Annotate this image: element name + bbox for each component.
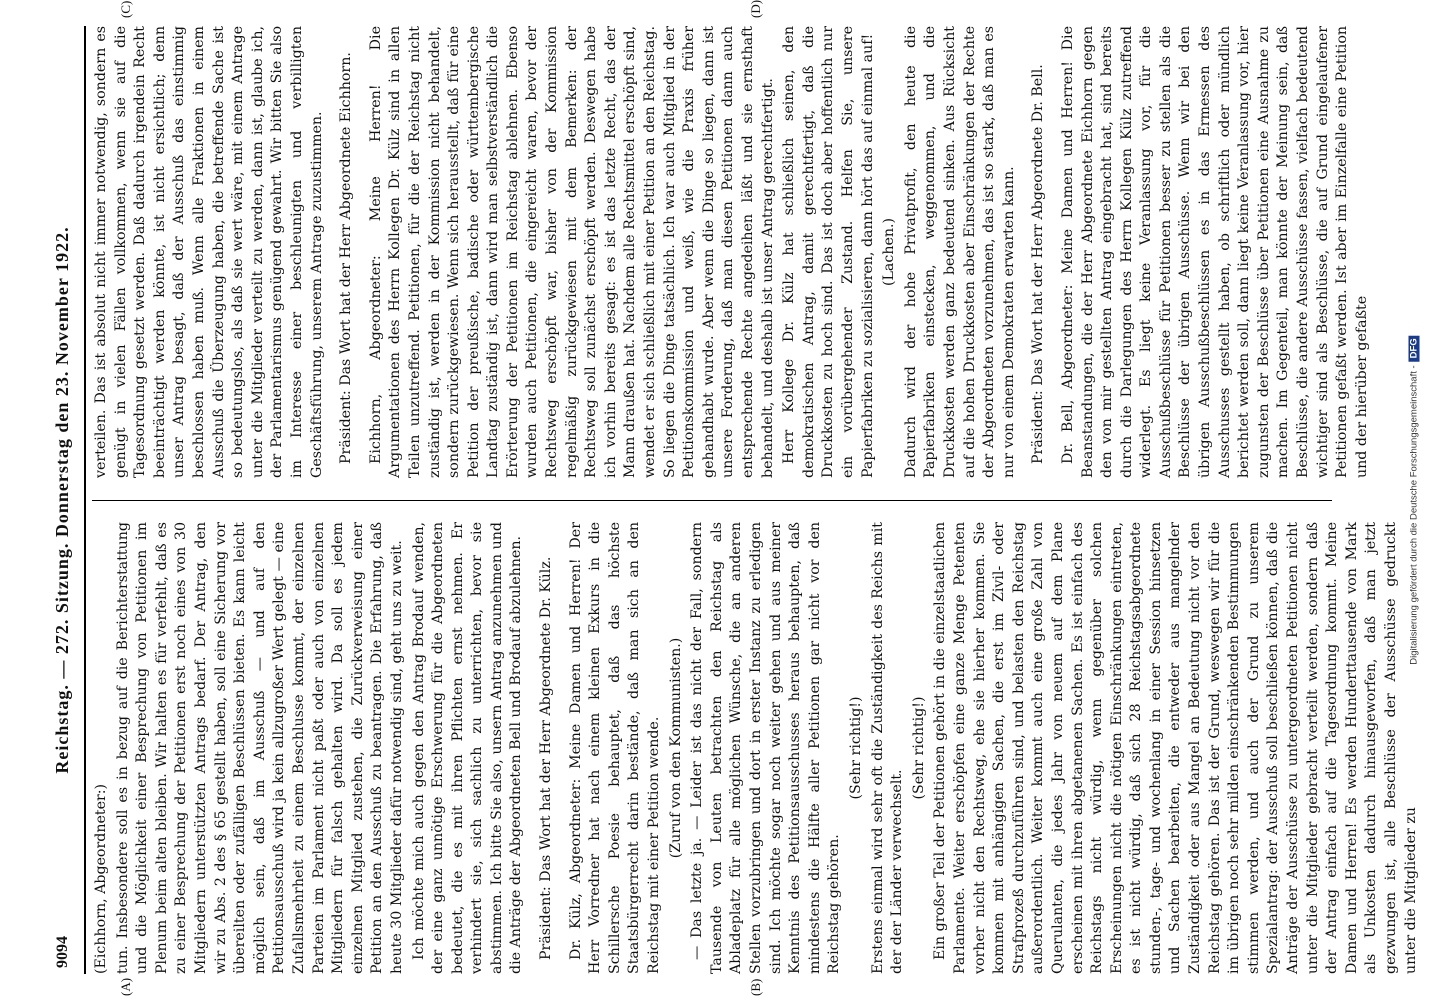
paragraph: Herr Kollege Dr. Külz hat schließlich seinen, den demokratischen Antrag, damit gerechtfertigt, daß die Druckkosten zu hoch sind. Das ist doch aber hoffentlich nur ein vorübergehender Zustand. Helfen Sie, unsere Papierfabriken zu sozialisieren, dann hört das auf einmal auf! <box>781 26 876 478</box>
page-title: Reichstag. — 272. Sitzung. Donnerstag den 23. November 1922. <box>52 226 72 774</box>
president-remark: Präsident: Das Wort hat der Herr Abgeordnete Dr. Külz. <box>538 556 555 960</box>
dfg-logo: DFG <box>1409 335 1420 361</box>
interjection: (Lachen.) <box>881 217 898 287</box>
president-remark: Präsident: Das Wort hat der Herr Abgeordnete Dr. Bell. <box>1030 64 1047 464</box>
header-rule <box>84 26 86 974</box>
paragraph: Dadurch wird der hohe Privatprofit, den heute die Papierfabriken einstecken, weggenommen, und die Druckkosten werden ganz bedeutend sinken. Aus Rücksicht auf die hohen Druckkosten aber Einschränkungen der Rechte der Abgeordneten vorzunehmen, das ist so stark, daß man es nur von einem Demokraten erwarten kann. <box>902 26 1017 478</box>
digitization-credit <box>1409 335 1420 664</box>
speaker-continuation: (Eichhorn, Abgeordneter:) <box>93 783 109 974</box>
paragraph: Dr. Külz, Abgeordneter: Meine Damen und Herren! Der Herr Vorredner hat nach einem kleinen Exkurs in die Schillersche Poesie behauptet, daß das höchste Staatsbürgerrecht darin bestände, daß man sich an den Reichstag mit einer Petition wende. <box>567 522 663 974</box>
paragraph: Dr. Bell, Abgeordneter: Meine Damen und Herren! Die Beanstandungen, die der Herr Abgeordnete Eichhorn gegen den von mir gestellten Antrag eingebracht hat, sind bereits durch die Darlegungen des Herrn Kollegen Külz zutreffend widerlegt. Es liegt keine Veranlassung vor, für die Ausschußbeschlüsse für Petitionen besser zu stellen als die Beschlüsse der übrigen Ausschüsse. Wenn wir bei den übrigen Ausschußbeschlüssen es in das Ermessen des Ausschusses gestellt haben, ob schriftlich oder mündlich berichtet werden soll, dann liegt keine Veranlassung vor, hier zugunsten der Beschlüsse über Petitionen eine Ausnahme zu machen. Im Gegenteil, man könnte der Meinung sein, daß Beschlüsse, die andere Ausschüsse fassen, vielfach bedeutend wichtiger sind als Beschlüsse, die auf Grund eingelaufener Petitionen gefaßt werden. Ist aber im Einzelfalle eine Petition und der hierüber gefaßte <box>1059 26 1370 478</box>
page-header <box>48 26 80 974</box>
column-divider <box>92 500 1332 501</box>
right-column <box>92 26 1370 478</box>
paragraph: Ich möchte mich auch gegen den Antrag Brodauf wenden, der eine ganz unnötige Erschwerung für die Abgeordneten bedeutet, die es mit ihren Pflichten ernst nehmen. Er verhindert sie, sich sachlich zu unterrichten, bevor sie abstimmen. Ich bitte Sie also, unsern Antrag anzunehmen und die Anträge der Abgeordneten Bell und Brodauf abzulehnen. <box>410 522 525 974</box>
paragraph: verteilen. Das ist absolut nicht immer notwendig, sondern es genügt in vielen Fällen vollkommen, wenn sie auf die Tagesordnung gesetzt werden. Daß dadurch irgendein Recht beeinträchtigt werden könnte, ist nicht ersichtlich; denn unser Antrag besagt, daß der Ausschuß das einstimmig beschlossen haben muß. Wenn alle Fraktionen in einem Ausschuß die Überzeugung haben, die betreffende Sache ist so bedeutungslos, als daß sie wert wäre, mit einem Antrage unter die Mitglieder verteilt zu werden, dann ist, glaube ich, der Parlamentarismus genügend gewahrt. Wir bitten Sie also im Interesse einer beschleunigten und verbilligten Geschäftsführung, unserem Antrage zuzustimmen. <box>93 26 325 478</box>
interjection: (Zuruf von den Kommunisten.) <box>667 637 684 859</box>
left-column <box>92 522 1419 974</box>
paragraph: Eichhorn, Abgeordneter: Meine Herren! Die Argumentationen des Herrn Kollegen Dr. Külz sind in allen Teilen unzutreffend. Petitionen, für die der Reichstag nicht zuständig ist, werden in der Kommission nicht behandelt, sondern zurückgewiesen. Wenn sich herausstellt, daß für eine Petition der preußische, badische oder württembergische Landtag zuständig ist, dann wird man selbstverständlich die Erörterung der Petitionen im Reichstag ablehnen. Ebenso wurden auch Petitionen, die eingereicht waren, bevor der Rechtsweg erschöpft war, bisher von der Kommission regelmäßig zurückgewiesen mit dem Bemerken: der Rechtsweg soll zunächst erschöpft werden. Deswegen habe ich vorhin bereits gesagt: es ist das letzte Recht, das der Mann draußen hat. Nachdem alle Rechtsmittel erschöpft sind, wendet er sich schließlich mit einer Petition an den Reichstag. So liegen die Dinge tatsächlich. Ich war auch Mitglied in der Petitionskommission und weiß, wie die Praxis früher gehandhabt wurde. Aber wenn die Dinge so liegen, dann ist unsere Forderung, daß man diesen Petitionen dann auch entsprechende Rechte angedeihen läßt und sie ernsthaft behandelt, und deshalb ist unser Antrag gerechtfertigt. <box>367 26 776 478</box>
credit-text: Digitalisierung gefördert durch die Deutsche Forschungsgemeinschaft - <box>1408 365 1420 665</box>
interjection: (Sehr richtig!) <box>910 696 927 800</box>
page-number: 9094 <box>54 936 71 968</box>
interjection: (Sehr richtig!) <box>847 696 864 800</box>
paragraph: Ein großer Teil der Petitionen gehört in die einzelstaatlichen Parlamente. Weiter erschöpfen eine ganze Menge Petenten vorher nicht den Rechtsweg, ehe sie hierher kommen. Sie kommen mit anhängigen Sachen, die erst im Zivil- oder Strafprozeß durchzuführen sind, und belasten den Reichstag außerordentlich. Weiter kommt auch eine große Zahl von Querulanten, die jedes Jahr von neuem auf dem Plane erscheinen mit ihren abgetanenen Sachen. Es ist einfach des Reichstags nicht würdig, wenn gegenüber solchen Erscheinungen nicht die nötigen Einschränkungen eintreten, es ist nicht würdig, daß sich 28 Reichstagsabgeordnete stunden-, tage- und wochenlang in einer Session hinsetzen und Sachen bearbeiten, die entweder aus mangelnder Zuständigkeit oder aus Mangel an Bedeutung nicht vor den Reichstag gehören. Das ist der Grund, weswegen wir für die im übrigen noch sehr milden einschränkenden Bestimmungen stimmen werden, und auch der Grund zu unserem Spezialantrag: der Ausschuß soll beschließen können, daß die Anträge der Ausschüsse zu untergeordneten Petitionen nicht unter die Mitglieder gebracht verteilt werden, sondern daß der Antrag einfach auf die Tagesordnung kommt. Meine Damen und Herren! Es werden Hunderttausende von Mark als Unkosten dadurch hinausgeworfen, daß man jetzt gezwungen ist, alle Beschlüsse der Ausschüsse gedruckt unter die Mitglieder zu <box>932 522 1419 974</box>
paragraph: — Das letzte ja. — Leider ist das nicht der Fall, sondern Tausende von Leuten betrachten den Reichstag als Abladeplatz für alle möglichen Wünsche, die an anderen Stellen vorzubringen und dort in erster Instanz zu erledigen sind. Ich möchte sogar noch weiter gehen und aus meiner Kenntnis des Petitionsausschusses heraus behaupten, daß mindestens die Hälfte aller Petitionen gar nicht vor den Reichstag gehören. <box>689 522 843 974</box>
president-remark: Präsident: Das Wort hat der Herr Abgeordnete Eichhorn. <box>338 52 355 464</box>
margin-mark-a: (A) <box>118 977 133 996</box>
paragraph: Erstens einmal wird sehr oft die Zuständigkeit des Reichs mit der der Länder verwechselt. <box>869 522 906 974</box>
margin-mark-c: (C) <box>118 0 133 18</box>
margin-mark-b: (B) <box>748 978 763 996</box>
margin-mark-d: (D) <box>748 0 763 18</box>
paragraph: tun. Insbesondere soll es in bezug auf die Berichterstattung und die Möglichkeit einer Besprechung von Petitionen im Plenum beim alten bleiben. Wir halten es für verfehlt, daß es zu einer Besprechung der Petitionen erst noch eines von 30 Mitgliedern unterstützten Antrags bedarf. Der Antrag, den wir zu Abs. 2 des § 65 gestellt haben, soll eine Sicherung vor übereilten oder zufälligen Beschlüssen bieten. Es kann leicht möglich sein, daß im Ausschuß — und auf den Petitionsausschuß wird ja kein allzugroßer Wert gelegt — eine Zufallsmehrheit zu einem Beschlusse kommt, der einzelnen Parteien im Parlament nicht paßt oder auch von einzelnen Mitgliedern für falsch gehalten wird. Da soll es jedem einzelnen Mitglied zustehen, die Zurückverweisung einer Petition an den Ausschuß zu beantragen. Die Erfahrung, daß heute 30 Mitglieder dafür notwendig sind, geht uns zu weit. <box>114 522 405 974</box>
